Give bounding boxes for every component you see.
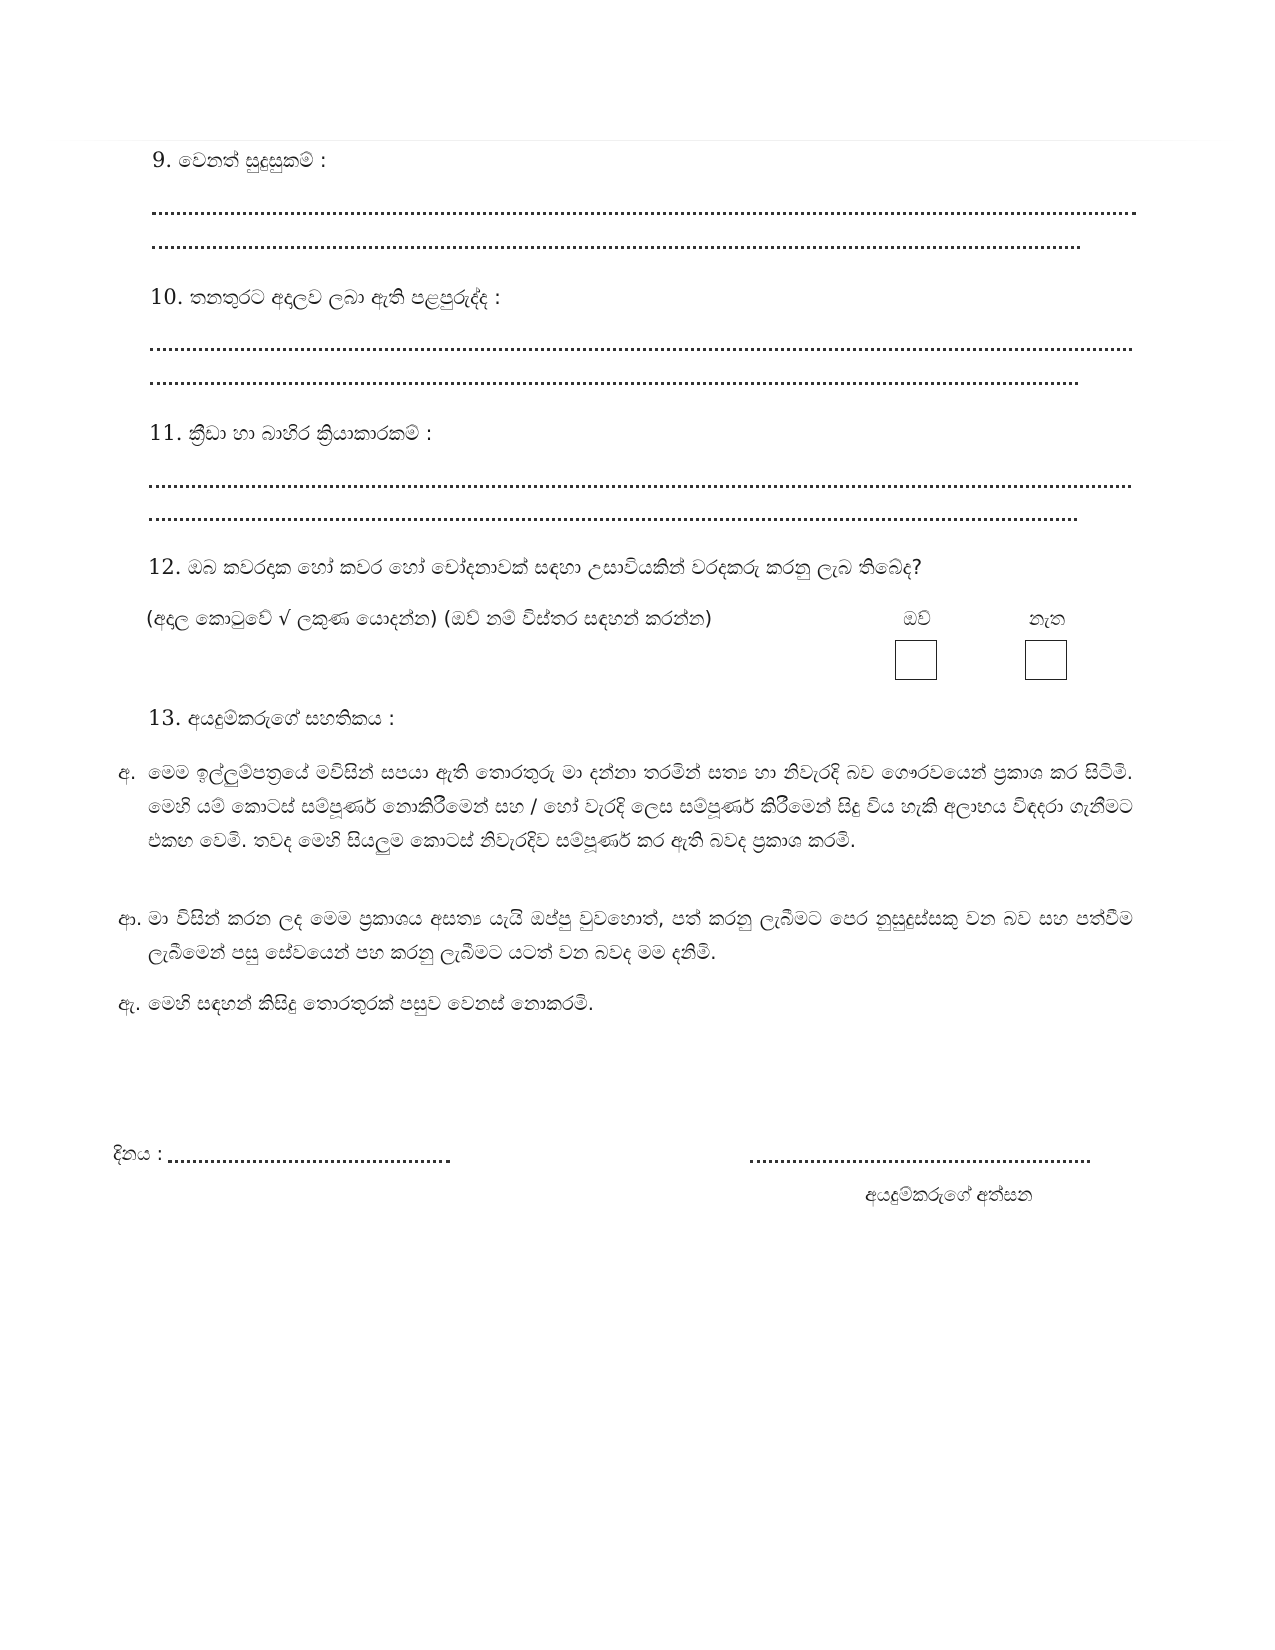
declaration-marker-b: ආ.: [118, 907, 143, 930]
declaration-text-a: මෙම ඉල්ලුම්පත්‍රයේ මවිසින් සපයා ඇති තොරතුරු මා දන්නා තරමින් සත්‍ය හා නිවැරදි බව ගෞරවයෙන් ප්‍රකාශ කර සිටිමි. මෙහි යම් කොටස් සම්පූර්ණ නොකිරීමෙන් සහ / හෝ වැරදි ලෙස සම්පූර්ණ කිරීමෙන් සිදු විය හැකි අලාභය විඳදරා ගැනීමට එකඟ වෙමි. තවද මෙහි සියලුම කොටස් නිවැරදිව සම්පූර්ණ කර ඇති බවද ප්‍රකාශ කරමි.: [148, 761, 1133, 852]
signature-line[interactable]: [750, 1160, 1090, 1163]
option-no-label: නැත: [1028, 608, 1066, 630]
answer-line-9b[interactable]: [152, 246, 1080, 249]
answer-line-10b[interactable]: [150, 382, 1078, 385]
scan-artifact-line: [40, 140, 1240, 141]
date-label: දිනය :: [113, 1143, 163, 1165]
answer-line-9a[interactable]: [152, 212, 1136, 215]
option-yes-label: ඔව්: [903, 608, 931, 630]
question-10-label: තනතුරට අදාලව ලබා ඇති පළපුරුද්ද :: [189, 285, 501, 309]
declaration-marker-c: ඇ.: [118, 992, 142, 1015]
question-10: [150, 283, 501, 311]
question-12-number: 12.: [148, 555, 182, 579]
question-9: [152, 146, 327, 174]
question-10-number: 10.: [150, 285, 184, 309]
answer-line-10a[interactable]: [150, 348, 1132, 351]
signature-label: අයදුම්කරුගේ අත්සන: [865, 1184, 1033, 1206]
question-12: [148, 553, 922, 581]
question-12-label: ඔබ කවරදාක හෝ කවර හෝ චෝදනාවක් සඳහා උසාවියකින් වරදකරු කරනු ලැබ තිබේද?: [187, 555, 923, 579]
question-9-label: වෙනත් සුදුසුකම් :: [178, 148, 327, 172]
date-field[interactable]: [168, 1160, 450, 1163]
question-11-label: ක්‍රීඩා හා බාහිර ක්‍රියාකාරකම් :: [188, 421, 433, 445]
question-12-instruction: (අදාල කොටුවේ √ ලකුණ යොදන්න) (ඔව් නම් විස්තර සඳහන් කරන්න): [146, 607, 713, 630]
question-9-number: 9.: [152, 148, 173, 172]
question-13-number: 13.: [148, 706, 182, 730]
question-13: [148, 704, 395, 732]
declaration-marker-a: අ.: [118, 761, 137, 784]
question-13-label: අයදුම්කරුගේ සහතිකය :: [187, 706, 396, 730]
declaration-text-b: මා විසින් කරන ලද මෙම ප්‍රකාශය අසත්‍ය යැයි ඔප්පු වුවහොත්, පත් කරනු ලැබීමට පෙර නුසුදුස්සකු වන බව සහ පත්වීම ලැබීමෙන් පසු සේවයෙන් පහ කරනු ලැබීමට යටත් වන බවද මම දනිමි.: [148, 907, 1133, 964]
yes-checkbox[interactable]: [895, 640, 937, 680]
question-11: [149, 419, 432, 447]
declaration-text-c: මෙහි සඳහන් කිසිදු තොරතුරක් පසුව වෙනස් නොකරමි.: [148, 992, 595, 1015]
answer-line-11a[interactable]: [149, 485, 1131, 488]
answer-line-11b[interactable]: [149, 518, 1077, 521]
no-checkbox[interactable]: [1025, 640, 1067, 680]
question-11-number: 11.: [149, 421, 183, 445]
